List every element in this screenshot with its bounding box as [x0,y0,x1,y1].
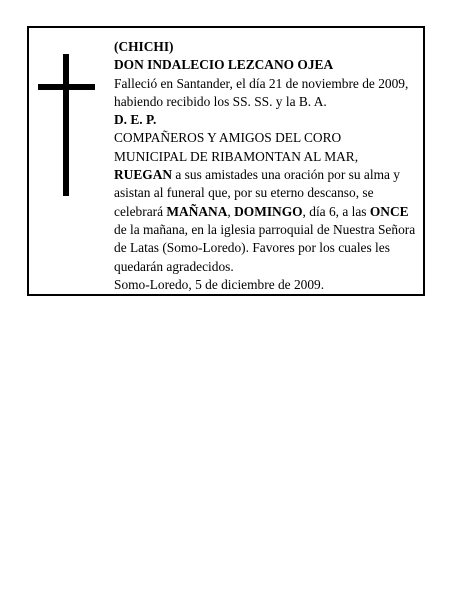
request-text-1: a sus amistades una oración por su alma y asistan al funeral que, por su eterno descanso, se celebrará [114,167,400,219]
group-line-2: MUNICIPAL DE RIBAMONTAN AL MAR, [114,148,359,164]
cross-icon [63,54,69,196]
comma-1: , [227,203,235,219]
day-word: MAÑANA [166,203,228,219]
hour-word: ONCE [369,203,409,219]
request-text-2: , día 6, a las [302,203,370,219]
request-word: RUEGAN [114,167,173,183]
closing-line: Somo-Loredo, 5 de diciembre de 2009. [114,276,325,292]
cross-icon-crossbar [38,84,95,90]
alias: (CHICHI) [114,39,174,54]
obituary-text [114,38,422,294]
death-line-2: habiendo recibido los SS. SS. y la B. A. [114,93,327,109]
request-paragraph [114,166,422,276]
death-line-1: Falleció en Santander, el día 21 de noviembre de 2009, [114,75,409,91]
deceased-name: DON INDALECIO LEZCANO OJEA [114,57,334,73]
group-line-1: COMPAÑEROS Y AMIGOS DEL CORO [114,130,342,146]
request-text-3: de la mañana, en la iglesia parroquial de Nuestra Señora de Latas (Somo-Loredo). Favores por los cuales les quedarán agradecidos. [114,221,416,274]
dep-line: D. E. P. [114,112,157,128]
weekday-word: DOMINGO [234,203,303,219]
